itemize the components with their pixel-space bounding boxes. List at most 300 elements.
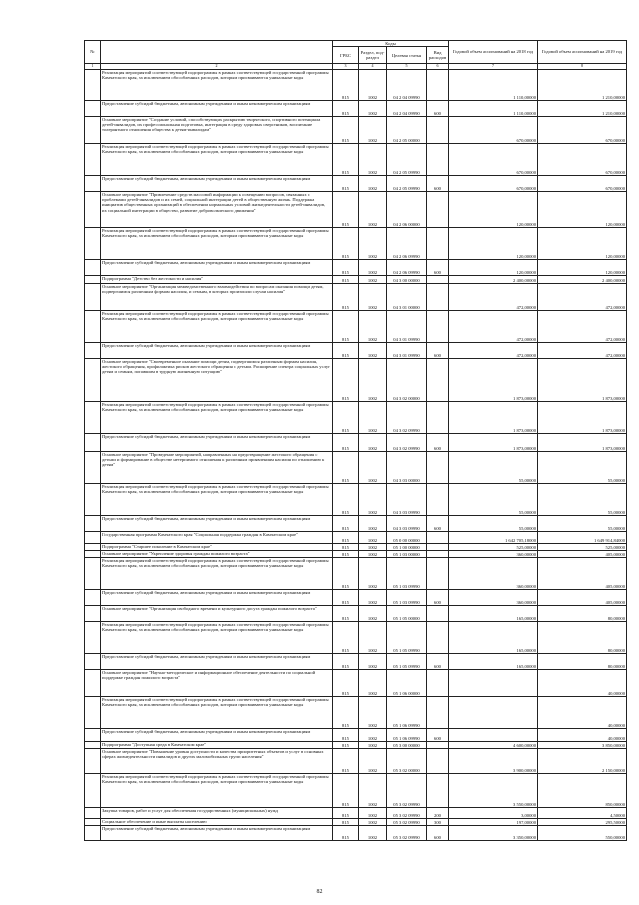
row-name: Социальное обеспечение и иные выплаты населению bbox=[101, 819, 333, 826]
row-2019: 120,00000 bbox=[538, 260, 627, 276]
num bbox=[85, 826, 101, 841]
column-index: 8 bbox=[538, 64, 627, 70]
row-grbs: 815 bbox=[333, 697, 359, 729]
row-razdel: 1002 bbox=[359, 606, 387, 622]
row-2019: 1 873,00000 bbox=[538, 402, 627, 434]
row-csr: 04 2 06 09990 bbox=[387, 260, 427, 276]
row-name: Подпрограмма "Доступная среда в Камчатском крае" bbox=[101, 742, 333, 749]
row-csr: 05 3 02 09990 bbox=[387, 819, 427, 826]
row-2019: 1 873,00000 bbox=[538, 434, 627, 452]
row-2018: 3,00000 bbox=[449, 808, 538, 819]
table-row bbox=[85, 284, 627, 311]
row-2019: 120,00000 bbox=[538, 192, 627, 228]
row-razdel: 1002 bbox=[359, 516, 387, 532]
table-row bbox=[85, 311, 627, 343]
table-row bbox=[85, 70, 627, 101]
num bbox=[85, 176, 101, 192]
row-2019: 55,00000 bbox=[538, 452, 627, 484]
row-2019: 40,00000 bbox=[538, 670, 627, 697]
row-razdel: 1002 bbox=[359, 622, 387, 654]
row-csr: 04 2 06 09990 bbox=[387, 228, 427, 260]
table-row bbox=[85, 742, 627, 749]
row-vr bbox=[427, 359, 449, 402]
row-razdel: 1002 bbox=[359, 359, 387, 402]
row-csr: 04 2 05 09990 bbox=[387, 176, 427, 192]
row-csr: 04 3 03 00000 bbox=[387, 452, 427, 484]
table-row bbox=[85, 117, 627, 144]
row-grbs: 815 bbox=[333, 311, 359, 343]
row-2018: 525,00000 bbox=[449, 544, 538, 551]
table-row bbox=[85, 228, 627, 260]
page-number: 82 bbox=[316, 889, 323, 895]
row-csr: 05 3 02 00000 bbox=[387, 749, 427, 774]
table-row bbox=[85, 144, 627, 176]
num bbox=[85, 228, 101, 260]
num bbox=[85, 544, 101, 551]
row-csr: 05 3 00 00000 bbox=[387, 742, 427, 749]
row-grbs: 815 bbox=[333, 808, 359, 819]
num bbox=[85, 452, 101, 484]
row-grbs: 815 bbox=[333, 284, 359, 311]
row-2018: 55,00000 bbox=[449, 516, 538, 532]
row-razdel: 1002 bbox=[359, 434, 387, 452]
table-row bbox=[85, 276, 627, 284]
num bbox=[85, 749, 101, 774]
row-2018: 3 350,00000 bbox=[449, 826, 538, 841]
row-2018: 165,00000 bbox=[449, 654, 538, 670]
row-2018: 1 642 705,18000 bbox=[449, 532, 538, 544]
row-grbs: 815 bbox=[333, 774, 359, 808]
table-row bbox=[85, 749, 627, 774]
row-vr: 600 bbox=[427, 176, 449, 192]
row-grbs: 815 bbox=[333, 749, 359, 774]
row-vr: 600 bbox=[427, 826, 449, 841]
row-csr: 04 3 03 09990 bbox=[387, 516, 427, 532]
row-razdel: 1002 bbox=[359, 826, 387, 841]
row-vr bbox=[427, 144, 449, 176]
header-csr: Целевая статья bbox=[387, 47, 427, 64]
table-row bbox=[85, 590, 627, 606]
header-name bbox=[101, 41, 333, 64]
num bbox=[85, 729, 101, 742]
table-row bbox=[85, 558, 627, 590]
row-grbs: 815 bbox=[333, 117, 359, 144]
row-razdel: 1002 bbox=[359, 819, 387, 826]
num bbox=[85, 654, 101, 670]
row-2018: 197,00000 bbox=[449, 819, 538, 826]
row-vr: 300 bbox=[427, 819, 449, 826]
row-grbs: 815 bbox=[333, 670, 359, 697]
table-row bbox=[85, 101, 627, 117]
row-name: Реализация мероприятий соответствующей подпрограммы в рамках соответствующей государственной программы Камчатского края, за исключением обособленных расходов, которым присваиваются уникальные коды bbox=[101, 774, 333, 808]
row-grbs: 815 bbox=[333, 622, 359, 654]
row-csr: 04 3 02 09990 bbox=[387, 434, 427, 452]
row-name: Основное мероприятие "Создание условий, способствующих раскрытию творческого, спортивного потенциала детей-инвалидов, их профессиональная подготовка, интеграция в среду здоровых сверстников, воспитание толерантного отношения общества к детям-инвалидам" bbox=[101, 117, 333, 144]
row-razdel: 1002 bbox=[359, 532, 387, 544]
row-2018: 472,00000 bbox=[449, 311, 538, 343]
row-csr: 05 3 02 09990 bbox=[387, 808, 427, 819]
row-name: Реализация мероприятий соответствующей подпрограммы в рамках соответствующей государственной программы Камчатского края, за исключением обособленных расходов, которым присваиваются уникальные коды bbox=[101, 144, 333, 176]
row-2018 bbox=[449, 729, 538, 742]
row-2018: 120,00000 bbox=[449, 228, 538, 260]
row-csr: 04 3 01 09990 bbox=[387, 343, 427, 359]
row-vr bbox=[427, 484, 449, 516]
row-vr bbox=[427, 749, 449, 774]
row-grbs: 815 bbox=[333, 551, 359, 558]
row-grbs: 815 bbox=[333, 260, 359, 276]
table-row bbox=[85, 192, 627, 228]
table-row bbox=[85, 516, 627, 532]
row-name: Предоставление субсидий бюджетным, автономным учреждениям и иным некоммерческим организациям bbox=[101, 176, 333, 192]
row-2019: 80,00000 bbox=[538, 606, 627, 622]
table-row bbox=[85, 729, 627, 742]
row-grbs: 815 bbox=[333, 176, 359, 192]
table-row bbox=[85, 343, 627, 359]
table-row bbox=[85, 819, 627, 826]
row-grbs: 815 bbox=[333, 101, 359, 117]
table-row bbox=[85, 260, 627, 276]
table-row bbox=[85, 774, 627, 808]
row-razdel: 1002 bbox=[359, 176, 387, 192]
row-name: Реализация мероприятий соответствующей подпрограммы в рамках соответствующей государственной программы Камчатского края, за исключением обособленных расходов, которым присваиваются уникальные коды bbox=[101, 558, 333, 590]
row-razdel: 1002 bbox=[359, 402, 387, 434]
row-grbs: 815 bbox=[333, 144, 359, 176]
row-2018 bbox=[449, 697, 538, 729]
header-2018: Годовой объем ассигнований на 2018 год bbox=[449, 41, 538, 64]
row-name: Реализация мероприятий соответствующей подпрограммы в рамках соответствующей государственной программы Камчатского края, за исключением обособленных расходов, которым присваиваются уникальные коды bbox=[101, 622, 333, 654]
row-razdel: 1002 bbox=[359, 749, 387, 774]
row-2018: 3 550,00000 bbox=[449, 774, 538, 808]
num bbox=[85, 558, 101, 590]
num bbox=[85, 590, 101, 606]
row-2019: 2 400,00000 bbox=[538, 276, 627, 284]
row-csr: 05 1 03 09990 bbox=[387, 590, 427, 606]
row-csr: 04 2 05 00000 bbox=[387, 117, 427, 144]
header-grbs: ГРБС bbox=[333, 47, 359, 64]
row-razdel: 1002 bbox=[359, 70, 387, 101]
table-row bbox=[85, 532, 627, 544]
row-grbs: 815 bbox=[333, 452, 359, 484]
row-name: Основное мероприятие "Привлечение средств массовой информации к освещению вопросов, связанных с проблемами детей-инвалидов и их семей, социальной интеграции детей в общественную жизнь. Поддержка инициатив общественных организаций в обеспечении нормальных условий жизнедеятельности детей-инвалидов, их социальной интеграции в общество, развитие добровольческого движения" bbox=[101, 192, 333, 228]
row-name: Предоставление субсидий бюджетным, автономным учреждениям и иным некоммерческим организациям bbox=[101, 343, 333, 359]
column-index: 7 bbox=[449, 64, 538, 70]
row-vr bbox=[427, 551, 449, 558]
row-grbs: 815 bbox=[333, 434, 359, 452]
row-2018: 472,00000 bbox=[449, 284, 538, 311]
row-grbs: 815 bbox=[333, 484, 359, 516]
header-vr: Вид расходов bbox=[427, 47, 449, 64]
row-grbs: 815 bbox=[333, 359, 359, 402]
row-csr: 05 1 06 09990 bbox=[387, 697, 427, 729]
column-index: 4 bbox=[359, 64, 387, 70]
row-vr: 600 bbox=[427, 260, 449, 276]
row-2018 bbox=[449, 670, 538, 697]
row-2019: 1 210,00000 bbox=[538, 70, 627, 101]
row-2019: 2 150,00000 bbox=[538, 749, 627, 774]
row-2019: 472,00000 bbox=[538, 311, 627, 343]
row-2018: 472,00000 bbox=[449, 343, 538, 359]
row-razdel: 1002 bbox=[359, 276, 387, 284]
table-row bbox=[85, 808, 627, 819]
row-vr: 200 bbox=[427, 808, 449, 819]
row-razdel: 1002 bbox=[359, 144, 387, 176]
row-2019: 55,00000 bbox=[538, 516, 627, 532]
row-2018: 360,00000 bbox=[449, 590, 538, 606]
row-csr: 04 3 02 00000 bbox=[387, 359, 427, 402]
row-name: Предоставление субсидий бюджетным, автономным учреждениям и иным некоммерческим организациям bbox=[101, 101, 333, 117]
row-2018: 3 900,00000 bbox=[449, 749, 538, 774]
row-razdel: 1002 bbox=[359, 311, 387, 343]
row-name: Предоставление субсидий бюджетным, автономным учреждениям и иным некоммерческим организациям bbox=[101, 434, 333, 452]
row-2019: 1 649 914,84000 bbox=[538, 532, 627, 544]
row-2019: 120,00000 bbox=[538, 228, 627, 260]
row-grbs: 815 bbox=[333, 192, 359, 228]
row-name: Реализация мероприятий соответствующей подпрограммы в рамках соответствующей государственной программы Камчатского края, за исключением обособленных расходов, которым присваиваются уникальные коды bbox=[101, 484, 333, 516]
row-razdel: 1002 bbox=[359, 670, 387, 697]
row-csr: 04 2 05 09990 bbox=[387, 144, 427, 176]
table-row bbox=[85, 402, 627, 434]
row-csr: 04 3 02 09990 bbox=[387, 402, 427, 434]
row-grbs: 815 bbox=[333, 654, 359, 670]
row-csr: 05 1 00 00000 bbox=[387, 544, 427, 551]
row-name: Предоставление субсидий бюджетным, автономным учреждениям и иным некоммерческим организациям bbox=[101, 260, 333, 276]
row-2018: 2 400,00000 bbox=[449, 276, 538, 284]
row-vr bbox=[427, 311, 449, 343]
row-vr: 600 bbox=[427, 101, 449, 117]
table-body bbox=[85, 70, 627, 841]
num bbox=[85, 343, 101, 359]
row-csr: 05 0 00 00000 bbox=[387, 532, 427, 544]
table-row bbox=[85, 622, 627, 654]
row-csr: 05 3 02 09990 bbox=[387, 774, 427, 808]
row-2018: 670,00000 bbox=[449, 176, 538, 192]
row-razdel: 1002 bbox=[359, 808, 387, 819]
row-vr bbox=[427, 606, 449, 622]
num bbox=[85, 260, 101, 276]
num bbox=[85, 774, 101, 808]
row-grbs: 815 bbox=[333, 70, 359, 101]
row-2018: 55,00000 bbox=[449, 484, 538, 516]
row-csr: 05 1 06 09990 bbox=[387, 729, 427, 742]
row-2018: 1 873,00000 bbox=[449, 402, 538, 434]
row-grbs: 815 bbox=[333, 590, 359, 606]
num bbox=[85, 532, 101, 544]
row-grbs: 815 bbox=[333, 544, 359, 551]
num bbox=[85, 311, 101, 343]
num bbox=[85, 117, 101, 144]
row-name: Реализация мероприятий соответствующей подпрограммы в рамках соответствующей государственной программы Камчатского края, за исключением обособленных расходов, которым присваиваются уникальные коды bbox=[101, 228, 333, 260]
num bbox=[85, 622, 101, 654]
row-2019: 295,50000 bbox=[538, 819, 627, 826]
column-index: 1 bbox=[85, 64, 101, 70]
row-vr: 600 bbox=[427, 729, 449, 742]
row-vr bbox=[427, 532, 449, 544]
row-2019: 1 873,00000 bbox=[538, 359, 627, 402]
num bbox=[85, 402, 101, 434]
row-2018: 1 873,00000 bbox=[449, 359, 538, 402]
row-name: Подпрограмма "Детство без жестокости и насилия" bbox=[101, 276, 333, 284]
row-2018: 360,00000 bbox=[449, 558, 538, 590]
row-name: Основное мероприятие "Своевременное оказание помощи детям, подвергшимся различным формам насилия, жестокого обращения, профилактика рисков жестокого обращения с детьми. Расширение спектра социальных услуг детям и семьям, попавшим в трудную жизненную ситуацию" bbox=[101, 359, 333, 402]
row-vr: 600 bbox=[427, 434, 449, 452]
row-razdel: 1002 bbox=[359, 117, 387, 144]
row-vr bbox=[427, 402, 449, 434]
table-row bbox=[85, 670, 627, 697]
row-grbs: 815 bbox=[333, 729, 359, 742]
row-2018: 1 873,00000 bbox=[449, 434, 538, 452]
row-2018: 670,00000 bbox=[449, 117, 538, 144]
row-2019: 40,00000 bbox=[538, 697, 627, 729]
row-name: Предоставление субсидий бюджетным, автономным учреждениям и иным некоммерческим организациям bbox=[101, 729, 333, 742]
table-row bbox=[85, 434, 627, 452]
row-2019: 472,00000 bbox=[538, 343, 627, 359]
row-name: Основное мероприятие "Проведение мероприятий, направленных на предотвращение жестокого обращения с детьми и формирование в обществе нетерпимого отношения к различным проявлениям насилия по отношению к детям" bbox=[101, 452, 333, 484]
row-grbs: 815 bbox=[333, 228, 359, 260]
row-csr: 04 2 04 09990 bbox=[387, 101, 427, 117]
row-name: Государственная программа Камчатского края "Социальная поддержка граждан в Камчатском крае" bbox=[101, 532, 333, 544]
row-vr bbox=[427, 544, 449, 551]
row-2018: 1 110,00000 bbox=[449, 101, 538, 117]
row-name: Закупка товаров, работ и услуг для обеспечения государственных (муниципальных) нужд bbox=[101, 808, 333, 819]
row-vr: 600 bbox=[427, 516, 449, 532]
row-name: Основное мероприятие "Повышение уровня доступности и качества приоритетных объектов и услуг в основных сферах жизнедеятельности инвалидов и других маломобильных групп населения" bbox=[101, 749, 333, 774]
row-razdel: 1002 bbox=[359, 590, 387, 606]
column-index: 5 bbox=[387, 64, 427, 70]
num bbox=[85, 819, 101, 826]
row-2018: 120,00000 bbox=[449, 260, 538, 276]
row-csr: 05 3 02 09990 bbox=[387, 826, 427, 841]
row-razdel: 1002 bbox=[359, 228, 387, 260]
row-csr: 05 1 03 09990 bbox=[387, 558, 427, 590]
row-2019: 80,00000 bbox=[538, 622, 627, 654]
row-csr: 05 1 05 09990 bbox=[387, 654, 427, 670]
row-name: Предоставление субсидий бюджетным, автономным учреждениям и иным некоммерческим организациям bbox=[101, 516, 333, 532]
row-2019: 80,00000 bbox=[538, 654, 627, 670]
row-razdel: 1002 bbox=[359, 260, 387, 276]
num bbox=[85, 484, 101, 516]
header-razdel: Раздел, под-раздел bbox=[359, 47, 387, 64]
row-razdel: 1002 bbox=[359, 551, 387, 558]
row-razdel: 1002 bbox=[359, 284, 387, 311]
row-2019: 550,00000 bbox=[538, 826, 627, 841]
num bbox=[85, 516, 101, 532]
num bbox=[85, 606, 101, 622]
row-vr bbox=[427, 558, 449, 590]
row-2018: 165,00000 bbox=[449, 622, 538, 654]
num bbox=[85, 670, 101, 697]
num bbox=[85, 551, 101, 558]
num bbox=[85, 144, 101, 176]
row-csr: 05 1 06 00000 bbox=[387, 670, 427, 697]
num bbox=[85, 808, 101, 819]
row-vr bbox=[427, 228, 449, 260]
row-razdel: 1002 bbox=[359, 452, 387, 484]
row-csr: 04 2 06 00000 bbox=[387, 192, 427, 228]
row-razdel: 1002 bbox=[359, 654, 387, 670]
row-2019: 405,00000 bbox=[538, 558, 627, 590]
row-razdel: 1002 bbox=[359, 558, 387, 590]
row-grbs: 815 bbox=[333, 343, 359, 359]
row-2019: 40,00000 bbox=[538, 729, 627, 742]
row-razdel: 1002 bbox=[359, 774, 387, 808]
row-razdel: 1002 bbox=[359, 697, 387, 729]
row-name: Реализация мероприятий соответствующей подпрограммы в рамках соответствующей государственной программы Камчатского края, за исключением обособленных расходов, которым присваиваются уникальные коды bbox=[101, 70, 333, 101]
row-csr: 05 1 05 00000 bbox=[387, 606, 427, 622]
row-vr: 600 bbox=[427, 590, 449, 606]
row-grbs: 815 bbox=[333, 532, 359, 544]
column-index: 2 bbox=[101, 64, 333, 70]
row-razdel: 1002 bbox=[359, 742, 387, 749]
row-vr bbox=[427, 276, 449, 284]
row-grbs: 815 bbox=[333, 516, 359, 532]
header-2019: Годовой объем ассигнований на 2019 год bbox=[538, 41, 627, 64]
row-name: Предоставление субсидий бюджетным, автономным учреждениям и иным некоммерческим организациям bbox=[101, 826, 333, 841]
row-grbs: 815 bbox=[333, 606, 359, 622]
row-2019: 472,00000 bbox=[538, 284, 627, 311]
num bbox=[85, 742, 101, 749]
row-name: Основное мероприятие "Организация межведомственного взаимодействия по вопросам оказания помощи детям, подвергшимся различным формам насилия, и семьям, в которых произошли случаи насилия" bbox=[101, 284, 333, 311]
budget-table bbox=[84, 40, 627, 841]
row-vr bbox=[427, 622, 449, 654]
row-2018: 55,00000 bbox=[449, 452, 538, 484]
row-2019: 405,00000 bbox=[538, 551, 627, 558]
row-vr: 600 bbox=[427, 343, 449, 359]
row-grbs: 815 bbox=[333, 402, 359, 434]
row-name: Основное мероприятие "Укрепление здоровья граждан пожилого возраста" bbox=[101, 551, 333, 558]
row-vr bbox=[427, 192, 449, 228]
row-csr: 04 3 01 00000 bbox=[387, 284, 427, 311]
row-razdel: 1002 bbox=[359, 729, 387, 742]
table-row bbox=[85, 551, 627, 558]
row-2019: 1 210,00000 bbox=[538, 101, 627, 117]
row-name: Основное мероприятие "Организация свободного времени и культурного досуга граждан пожилого возраста" bbox=[101, 606, 333, 622]
row-name: Реализация мероприятий соответствующей подпрограммы в рамках соответствующей государственной программы Камчатского края, за исключением обособленных расходов, которым присваиваются уникальные коды bbox=[101, 311, 333, 343]
row-vr bbox=[427, 284, 449, 311]
row-vr bbox=[427, 670, 449, 697]
row-razdel: 1002 bbox=[359, 484, 387, 516]
header-num: № bbox=[85, 41, 101, 64]
num bbox=[85, 434, 101, 452]
row-name: Предоставление субсидий бюджетным, автономным учреждениям и иным некоммерческим организациям bbox=[101, 590, 333, 606]
row-razdel: 1002 bbox=[359, 101, 387, 117]
num bbox=[85, 192, 101, 228]
row-csr: 04 3 03 09990 bbox=[387, 484, 427, 516]
table-row bbox=[85, 654, 627, 670]
row-csr: 04 3 00 00000 bbox=[387, 276, 427, 284]
row-vr: 600 bbox=[427, 654, 449, 670]
num bbox=[85, 359, 101, 402]
row-2018: 1 110,00000 bbox=[449, 70, 538, 101]
row-razdel: 1002 bbox=[359, 544, 387, 551]
row-grbs: 815 bbox=[333, 826, 359, 841]
row-2018: 360,00000 bbox=[449, 551, 538, 558]
row-grbs: 815 bbox=[333, 742, 359, 749]
row-csr: 05 1 03 00000 bbox=[387, 551, 427, 558]
row-name: Реализация мероприятий соответствующей подпрограммы в рамках соответствующей государственной программы Камчатского края, за исключением обособленных расходов, которым присваиваются уникальные коды bbox=[101, 697, 333, 729]
row-vr bbox=[427, 70, 449, 101]
row-2019: 405,00000 bbox=[538, 590, 627, 606]
row-grbs: 815 bbox=[333, 819, 359, 826]
row-razdel: 1002 bbox=[359, 192, 387, 228]
row-2019: 3 850,00000 bbox=[538, 742, 627, 749]
table-row bbox=[85, 826, 627, 841]
row-csr: 04 3 01 09990 bbox=[387, 311, 427, 343]
row-2019: 670,00000 bbox=[538, 144, 627, 176]
row-vr bbox=[427, 742, 449, 749]
column-index: 3 bbox=[333, 64, 359, 70]
row-vr bbox=[427, 774, 449, 808]
header-codes: Коды bbox=[333, 41, 449, 47]
